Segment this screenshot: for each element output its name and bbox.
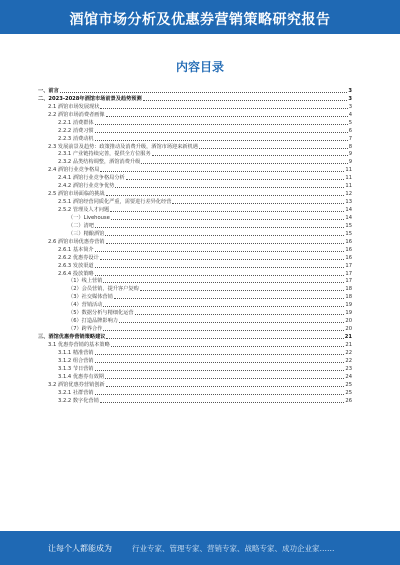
toc-leader-dots xyxy=(106,243,345,244)
toc-leader-dots xyxy=(141,163,347,164)
toc-entry[interactable] xyxy=(38,221,352,229)
toc-page-number: 20 xyxy=(345,318,352,325)
toc-page-number: 18 xyxy=(345,294,352,301)
toc-entry-text: 3.2.2 数字化营销 xyxy=(58,397,99,404)
toc-entry-text: （3）社交媒体营销 xyxy=(68,294,113,301)
toc-leader-dots xyxy=(95,227,344,228)
footer-roles: 行业专家、管理专家、营销专家、战略专家、成功企业家…… xyxy=(132,544,335,553)
toc-leader-dots xyxy=(60,92,348,93)
toc-page-number: 16 xyxy=(345,254,352,261)
toc-entry[interactable] xyxy=(38,380,352,388)
toc-entry[interactable] xyxy=(38,284,352,292)
toc-entry[interactable] xyxy=(38,277,352,285)
toc-entry-text: 2.3.1 产业链持续完善，提供全方位服务 xyxy=(58,151,151,158)
toc-entry-text: 2.5.1 酒馆经营同质化严重，需要进行差异化经营 xyxy=(58,199,172,206)
toc-leader-dots xyxy=(100,171,344,172)
toc-page-number: 14 xyxy=(345,207,352,213)
toc-entry[interactable] xyxy=(38,173,352,181)
toc-entry-text: 2.4.2 酒馆行业竞争优势 xyxy=(58,183,115,190)
toc-entry[interactable] xyxy=(38,364,352,372)
toc-entry-text: 2.2.2 消费习惯 xyxy=(58,127,94,134)
toc-entry-text: （三）精酿酒馆 xyxy=(68,230,105,237)
toc-entry-text: 2.2.3 消费动机 xyxy=(58,135,94,142)
toc-page-number: 5 xyxy=(348,119,352,126)
toc-page-number: 19 xyxy=(345,310,352,317)
toc-entry[interactable] xyxy=(38,157,352,165)
toc-entry-text: 2.6.2 优惠券设计 xyxy=(58,254,99,261)
toc-entry[interactable] xyxy=(38,372,352,380)
toc-entry[interactable] xyxy=(38,134,352,142)
toc-entry[interactable] xyxy=(38,189,352,197)
toc-entry[interactable] xyxy=(38,86,352,94)
toc-page-number: 17 xyxy=(345,278,352,285)
footer-banner xyxy=(0,531,400,565)
toc-page-number: 19 xyxy=(345,302,352,309)
toc-entry-text: 2.4.1 酒馆行业竞争格局分析 xyxy=(58,175,125,182)
toc-page-number: 22 xyxy=(345,357,352,364)
toc-entry-text: 2.2.1 消费群体 xyxy=(58,119,94,126)
toc-entry-text: 3.1.4 优惠券有效期 xyxy=(58,373,104,380)
toc-leader-dots xyxy=(106,195,345,196)
toc-entry-text: 2.3 发展前景及趋势：政策推动及消费升级，酒馆市场迎来新机遇 xyxy=(48,143,198,150)
toc-leader-dots xyxy=(100,108,347,109)
toc-page-number: 24 xyxy=(345,373,352,380)
toc-entry[interactable] xyxy=(38,308,352,316)
toc-leader-dots xyxy=(106,338,343,339)
toc-leader-dots xyxy=(103,306,344,307)
toc-entry[interactable] xyxy=(38,356,352,364)
toc-entry-text: 2.3.2 品类结构调整，酒馆消费升级 xyxy=(58,159,141,166)
toc-entry[interactable] xyxy=(38,316,352,324)
toc-entry-text: （4）营销活动 xyxy=(68,302,103,309)
toc-entry[interactable] xyxy=(38,110,352,118)
toc-entry-text: 3.1.1 精准营销 xyxy=(58,349,94,356)
toc-leader-dots xyxy=(111,346,345,347)
toc-leader-dots xyxy=(199,148,348,149)
toc-entry[interactable] xyxy=(38,396,352,404)
toc-entry-text: 2.5 酒馆市场面临的挑战 xyxy=(48,191,105,198)
toc-page-number: 17 xyxy=(345,270,352,277)
toc-entry-text: 一、前言 xyxy=(38,87,59,94)
toc-entry-text: 2.4 酒馆行业竞争格局 xyxy=(48,167,100,174)
toc-leader-dots xyxy=(95,354,345,355)
toc-leader-dots xyxy=(115,187,344,188)
toc-page-number: 26 xyxy=(345,397,352,404)
toc-leader-dots xyxy=(135,314,345,315)
toc-entry[interactable] xyxy=(38,213,352,221)
toc-entry[interactable] xyxy=(38,126,352,134)
toc-entry-text: 3.1 优惠券营销的基本策略 xyxy=(48,341,110,348)
toc-entry[interactable] xyxy=(38,229,352,237)
toc-entry-text: 3.2.1 社群营销 xyxy=(58,389,94,396)
toc-page-number: 8 xyxy=(348,143,352,150)
toc-entry[interactable] xyxy=(38,118,352,126)
toc-entry-text: 3.1.3 节日营销 xyxy=(58,365,94,372)
toc-entry-text: 2.6.3 发放渠道 xyxy=(58,262,94,269)
table-of-contents xyxy=(38,86,352,404)
toc-leader-dots xyxy=(95,394,345,395)
toc-page-number: 9 xyxy=(348,159,352,166)
toc-page-number: 6 xyxy=(348,127,352,134)
toc-leader-dots xyxy=(143,100,348,101)
toc-leader-dots xyxy=(119,322,344,323)
toc-entry-text: （二）清吧 xyxy=(68,222,94,229)
toc-entry-text: （6）打造品牌影响力 xyxy=(68,318,118,325)
toc-page-number: 16 xyxy=(345,238,352,245)
toc-leader-dots xyxy=(100,259,345,260)
toc-entry-text: （1）线上营销 xyxy=(68,278,103,285)
toc-entry-text: 2.2 酒馆市场消费者画像 xyxy=(48,111,105,118)
toc-entry[interactable] xyxy=(38,348,352,356)
toc-leader-dots xyxy=(100,402,345,403)
toc-page-number: 14 xyxy=(345,214,352,221)
toc-entry[interactable] xyxy=(38,94,352,102)
toc-leader-dots xyxy=(95,362,345,363)
toc-entry-text: （一）Livehouse xyxy=(68,214,110,221)
header-banner xyxy=(0,0,400,34)
toc-heading: 内容目录 xyxy=(175,60,224,74)
toc-page-number: 22 xyxy=(345,349,352,356)
toc-page-number: 11 xyxy=(345,167,352,174)
toc-leader-dots xyxy=(95,275,345,276)
toc-page-number: 21 xyxy=(344,334,352,340)
toc-entry[interactable] xyxy=(38,205,352,213)
toc-entry-text: （7）跨界合作 xyxy=(68,326,103,333)
toc-entry[interactable] xyxy=(38,102,352,110)
toc-page-number: 3 xyxy=(348,87,352,94)
toc-leader-dots xyxy=(140,290,345,291)
toc-leader-dots xyxy=(95,124,348,125)
toc-page-number: 15 xyxy=(345,230,352,237)
toc-leader-dots xyxy=(114,298,345,299)
toc-page-number: 3 xyxy=(348,103,352,110)
toc-entry[interactable] xyxy=(38,165,352,173)
toc-leader-dots xyxy=(126,179,345,180)
toc-entry[interactable] xyxy=(38,245,352,253)
toc-leader-dots xyxy=(152,155,348,156)
toc-page-number: 12 xyxy=(345,191,352,198)
toc-entry[interactable] xyxy=(38,292,352,300)
toc-page-number: 25 xyxy=(345,381,352,388)
toc-page-number: 23 xyxy=(345,365,352,372)
toc-entry[interactable] xyxy=(38,300,352,308)
toc-leader-dots xyxy=(103,330,344,331)
toc-leader-dots xyxy=(172,203,344,204)
toc-page-number: 3 xyxy=(348,95,352,102)
toc-entry[interactable] xyxy=(38,197,352,205)
toc-entry[interactable] xyxy=(38,324,352,332)
toc-entry[interactable] xyxy=(38,261,352,269)
toc-page-number: 9 xyxy=(348,151,352,158)
toc-leader-dots xyxy=(105,235,344,236)
toc-entry[interactable] xyxy=(38,332,352,340)
toc-leader-dots xyxy=(105,378,344,379)
toc-entry-text: （5）数据分析与精细化运营 xyxy=(68,310,134,317)
toc-entry-text: 2.5.2 管理及人才问题 xyxy=(58,207,110,213)
toc-entry-text: 3.2 酒馆优惠券营销创新 xyxy=(48,381,105,388)
toc-page-number: 18 xyxy=(345,286,352,293)
toc-page-number: 11 xyxy=(345,183,352,190)
toc-leader-dots xyxy=(95,267,345,268)
toc-page-number: 7 xyxy=(348,135,352,142)
toc-page-number: 16 xyxy=(345,246,352,253)
toc-leader-dots xyxy=(95,132,348,133)
footer-slogan: 让每个人都能成为 xyxy=(48,544,112,553)
toc-page-number: 11 xyxy=(345,175,352,182)
toc-entry-text: 二、2023-2028年酒馆市场前景及趋势预测 xyxy=(38,95,142,102)
toc-leader-dots xyxy=(106,386,345,387)
toc-entry-text: 2.6.1 基本简介 xyxy=(58,246,94,253)
toc-entry-text: 三、酒馆优惠券营销策略建议 xyxy=(38,334,106,340)
toc-page-number: 20 xyxy=(345,326,352,333)
toc-leader-dots xyxy=(110,211,344,212)
toc-entry-text: 3.1.2 组合营销 xyxy=(58,357,94,364)
toc-leader-dots xyxy=(95,140,348,141)
toc-entry-text: 2.6.4 投放策略 xyxy=(58,270,94,277)
toc-entry[interactable] xyxy=(38,237,352,245)
toc-page-number: 25 xyxy=(345,389,352,396)
toc-entry[interactable] xyxy=(38,142,352,150)
toc-entry-text: 2.6 酒馆市场优惠券营销 xyxy=(48,238,105,245)
toc-entry-text: （2）会员营销，提升客户复购 xyxy=(68,286,139,293)
toc-entry[interactable] xyxy=(38,253,352,261)
toc-page-number: 21 xyxy=(345,341,352,348)
toc-entry[interactable] xyxy=(38,150,352,158)
toc-leader-dots xyxy=(106,116,348,117)
toc-leader-dots xyxy=(95,370,345,371)
toc-leader-dots xyxy=(103,282,344,283)
toc-page-number: 17 xyxy=(345,262,352,269)
toc-page-number: 4 xyxy=(348,111,352,118)
toc-leader-dots xyxy=(111,219,345,220)
toc-entry[interactable] xyxy=(38,269,352,277)
toc-entry-text: 2.1 酒馆市场发展现状 xyxy=(48,103,100,110)
toc-page-number: 13 xyxy=(345,199,352,206)
toc-entry[interactable] xyxy=(38,181,352,189)
toc-entry[interactable] xyxy=(38,340,352,348)
toc-entry[interactable] xyxy=(38,388,352,396)
toc-leader-dots xyxy=(95,251,345,252)
report-title: 酒馆市场分析及优惠券营销策略研究报告 xyxy=(69,12,331,28)
toc-page-number: 15 xyxy=(345,222,352,229)
